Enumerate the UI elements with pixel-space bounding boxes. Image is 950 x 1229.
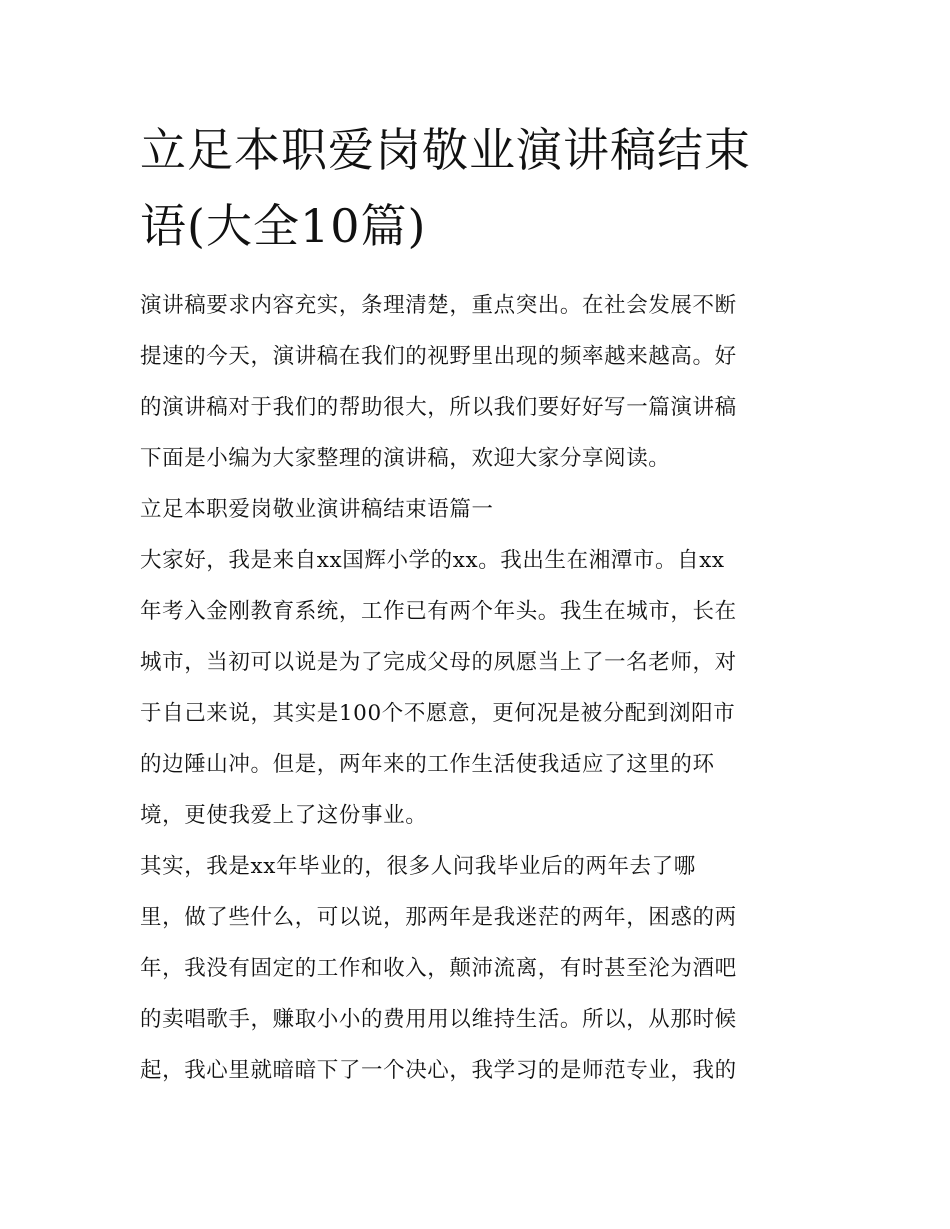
paragraph-1-line-4: 于自己来说，其实是100个不愿意，更何况是被分配到浏阳市 bbox=[140, 701, 736, 726]
title-line-2: 语(大全10篇) bbox=[140, 199, 427, 253]
paragraph-2-line-4: 的卖唱歌手，赚取小小的费用用以维持生活。所以，从那时候 bbox=[140, 1007, 737, 1032]
paragraph-2-line-1: 其实，我是xx年毕业的，很多人问我毕业后的两年去了哪 bbox=[140, 854, 696, 879]
paragraph-2-line-5: 起，我心里就暗暗下了一个决心，我学习的是师范专业，我的 bbox=[140, 1058, 737, 1083]
section-heading: 立足本职爱岗敬业演讲稿结束语篇一 bbox=[140, 497, 494, 522]
paragraph-1-line-5: 的边陲山冲。但是，两年来的工作生活使我适应了这里的环 bbox=[140, 752, 715, 777]
title-line-1: 立足本职爱岗敬业演讲稿结束 bbox=[140, 123, 751, 177]
paragraph-2-line-2: 里，做了些什么，可以说，那两年是我迷茫的两年，困惑的两 bbox=[140, 905, 737, 930]
intro-line-1: 演讲稿要求内容充实，条理清楚，重点突出。在社会发展不断 bbox=[140, 293, 737, 318]
paragraph-1-line-2: 年考入金刚教育系统，工作已有两个年头。我生在城市，长在 bbox=[140, 599, 737, 624]
paragraph-2-line-3: 年，我没有固定的工作和收入，颠沛流离，有时甚至沦为酒吧 bbox=[140, 956, 737, 981]
intro-line-3: 的演讲稿对于我们的帮助很大，所以我们要好好写一篇演讲稿 bbox=[140, 395, 737, 420]
intro-line-2: 提速的今天，演讲稿在我们的视野里出现的频率越来越高。好 bbox=[140, 344, 737, 369]
document-body bbox=[140, 280, 820, 1096]
paragraph-1-line-6: 境，更使我爱上了这份事业。 bbox=[140, 803, 428, 828]
paragraph-1-line-3: 城市，当初可以说是为了完成父母的夙愿当上了一名老师，对 bbox=[140, 650, 737, 675]
paragraph-1-line-1: 大家好，我是来自xx国辉小学的xx。我出生在湘潭市。自xx bbox=[140, 548, 725, 573]
intro-line-4: 下面是小编为大家整理的演讲稿，欢迎大家分享阅读。 bbox=[140, 446, 671, 471]
document-title bbox=[140, 112, 820, 264]
